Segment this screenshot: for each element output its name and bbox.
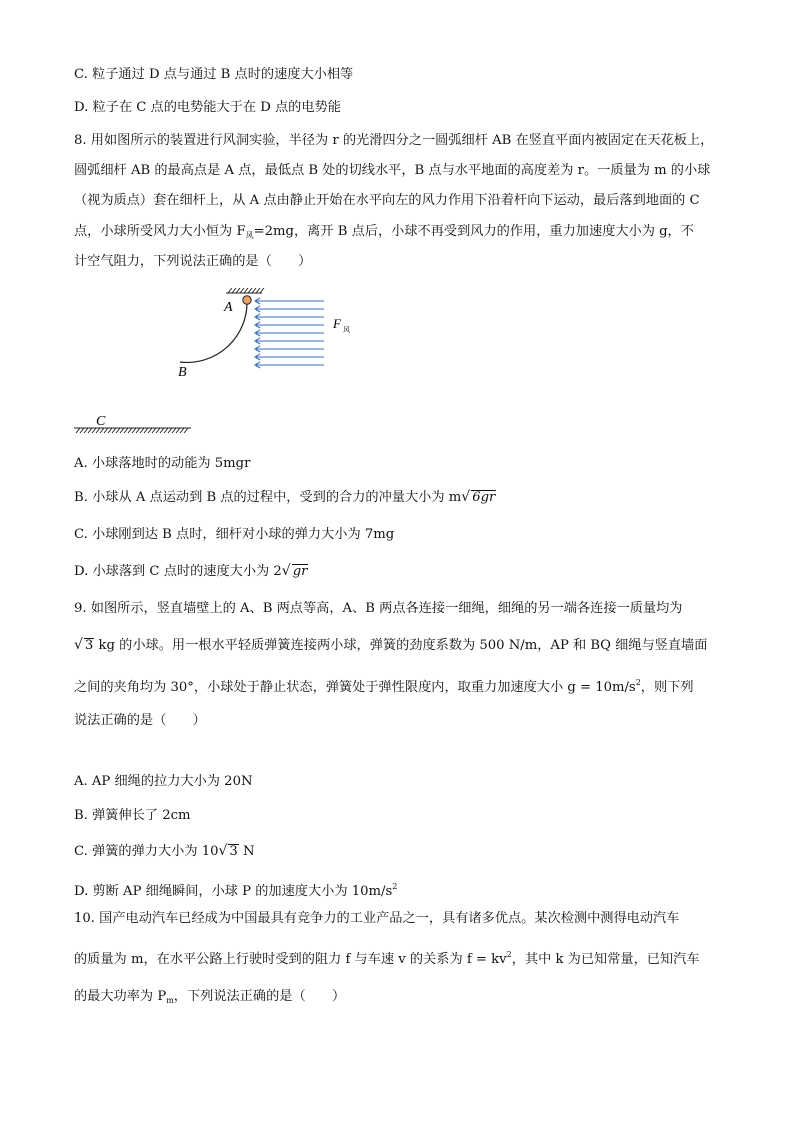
q9-line3-text-b: ，则下列 (640, 680, 694, 695)
q10-line3-text-a: 的最大功率为 P (74, 989, 167, 1004)
q9-stem-line-3 (74, 674, 694, 697)
q10-line2-text-a: 的质量为 m，在水平公路上行驶时受到的阻力 f 与车速 v 的关系为 f = kv (74, 952, 507, 967)
q8-option-d-text: D. 小球落到 C 点时的速度大小为 2 (74, 564, 282, 579)
q8-stem-line-4 (74, 223, 694, 245)
q9-option-d (74, 878, 397, 901)
q10-line2-superscript: 2 (506, 950, 512, 959)
q8-option-c: C. 小球刚到达 B 点时，细杆对小球的弹力大小为 7mg (74, 527, 395, 542)
label-a: A (224, 300, 233, 315)
q8-option-b (74, 488, 496, 507)
label-f: F (333, 316, 341, 331)
q8-stem-line-3: （视为质点）套在细杆上，从 A 点由静止开始在水平向左的风力作用下沿着杆向下运动，最后落到地面的 C (74, 193, 700, 208)
wind-arrows (255, 298, 324, 368)
label-f-subscript: 风 (343, 326, 350, 334)
q8-stem-line-2: 圆弧细杆 AB 的最高点是 A 点，最低点 B 处的切线水平，B 点与水平地面的高度差为 r。一质量为 m 的小球 (74, 163, 711, 178)
label-b: B (178, 365, 187, 380)
q8-option-b-radicand: 6gr (472, 490, 496, 505)
arc-rod-ab (180, 301, 247, 362)
q8-figure (0, 282, 794, 442)
q7-option-c: C. 粒子通过 D 点与通过 B 点时的速度大小相等 (74, 67, 354, 82)
q9-option-c-text-a: C. 弹簧的弹力大小为 10 (74, 844, 219, 859)
sqrt-sign: √ (218, 843, 228, 859)
q9-option-d-superscript: 2 (392, 882, 398, 891)
q8-wind-subscript: 风 (245, 231, 254, 240)
sqrt-sign: √ (461, 489, 471, 505)
q10-stem-line-3 (74, 988, 345, 1010)
q9-line3-text-a: 之间的夹角均为 30°，小球处于静止状态，弹簧处于弹性限度内，取重力加速度大小 g = 10m/s (74, 680, 636, 695)
q9-option-c-radicand: 3 (229, 844, 238, 859)
q9-option-a: A. AP 细绳的拉力大小为 20N (74, 774, 253, 789)
label-c: C (96, 414, 106, 429)
q10-line2-text-b: ，其中 k 为已知常量，已知汽车 (511, 952, 700, 967)
q9-option-c (74, 842, 255, 861)
q10-stem-line-1: 10. 国产电动汽车已经成为中国最具有竞争力的工业产品之一，具有诸多优点。某次检测中测得电动汽车 (74, 911, 680, 926)
q9-stem-line-2 (74, 636, 707, 655)
q10-line3-text-b: ，下列说法正确的是（ ） (173, 989, 346, 1004)
q9-stem-line-4: 说法正确的是（ ） (74, 713, 206, 728)
ball (243, 296, 251, 304)
q8-option-a: A. 小球落地时的动能为 5mgr (74, 456, 251, 471)
ceiling-hatch (226, 288, 264, 293)
sqrt-sign: √ (281, 563, 291, 579)
q9-line2-text: kg 的小球。用一根水平轻质弹簧连接两小球，弹簧的劲度系数为 500 N/m，AP 和 BQ 细绳与竖直墙面 (94, 638, 708, 653)
ground-hatch (74, 428, 191, 433)
q10-line3-subscript: m (166, 996, 174, 1005)
q9-line3-superscript: 2 (635, 678, 641, 687)
q9-radicand: 3 (84, 638, 94, 653)
q8-option-d-radicand: gr (292, 564, 308, 579)
q9-option-c-text-b: N (238, 844, 255, 859)
q8-line4-text-b: =2mg，离开 B 点后，小球不再受到风力的作用，重力加速度大小为 g，不 (253, 224, 694, 239)
q7-option-d: D. 粒子在 C 点的电势能大于在 D 点的电势能 (74, 100, 341, 115)
q9-option-d-text: D. 剪断 AP 细绳瞬间，小球 P 的加速度大小为 10m/s (74, 884, 393, 899)
q10-stem-line-2 (74, 946, 700, 969)
q9-option-b: B. 弹簧伸长了 2cm (74, 808, 191, 823)
q8-stem-line-1: 8. 用如图所示的装置进行风洞实验，半径为 r 的光滑四分之一圆弧细杆 AB 在竖直平面内被固定在天花板上， (74, 133, 714, 148)
q8-stem-line-5: 计空气阻力，下列说法正确的是（ ） (74, 254, 312, 269)
sqrt-sign: √ (74, 637, 83, 653)
q8-option-b-text: B. 小球从 A 点运动到 B 点的过程中，受到的合力的冲量大小为 m (74, 490, 462, 505)
q8-line4-text-a: 点，小球所受风力大小恒为 F (74, 224, 246, 239)
q9-stem-line-1: 9. 如图所示，竖直墙壁上的 A、B 两点等高，A、B 两点各连接一细绳，细绳的另一端各连接一质量均为 (74, 601, 683, 616)
q8-option-d (74, 562, 308, 581)
